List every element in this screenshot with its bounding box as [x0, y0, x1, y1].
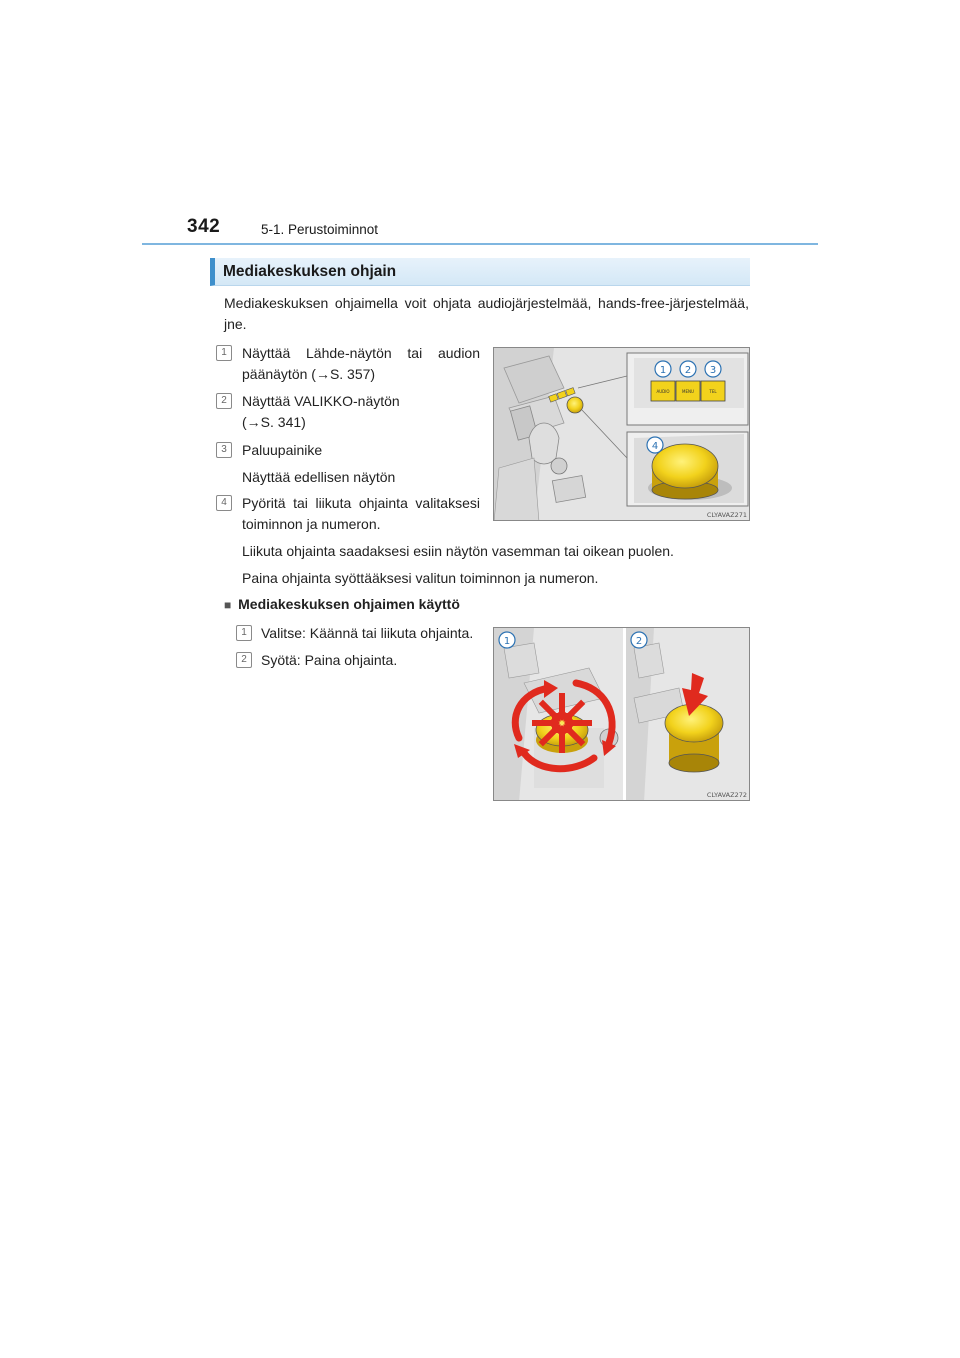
item-4-line-2: toiminnon ja numeron.	[242, 516, 381, 532]
figure2-code: CLYAVAZ272	[706, 791, 747, 799]
step-number-2: 2	[236, 652, 252, 668]
section-heading: Mediakeskuksen ohjain	[223, 263, 397, 280]
item-3-line-1: Paluupainike	[242, 442, 323, 458]
item-number-4: 4	[216, 495, 232, 511]
svg-text:1: 1	[659, 365, 667, 376]
item-4-line-1: Pyöritä tai liikuta ohjainta valitaksesi	[242, 495, 480, 511]
item-4-extra-1: Liikuta ohjainta saadaksesi esiin näytön vasemman tai oikean puolen.	[242, 543, 674, 559]
subheading	[224, 594, 460, 616]
item-1-line-1: Näyttää Lähde-näytön tai audion	[242, 345, 480, 361]
step-number-1: 1	[236, 625, 252, 641]
item-3-line-2: Näyttää edellisen näytön	[242, 469, 396, 485]
callout-select	[499, 632, 515, 648]
list-item	[242, 493, 480, 535]
figure-controller-usage	[493, 627, 750, 801]
item-2-line-1: Näyttää VALIKKO-näytön	[242, 393, 400, 409]
item-number-3: 3	[216, 442, 232, 458]
figure-controller-overview	[493, 347, 750, 521]
svg-text:1: 1	[503, 636, 511, 647]
svg-text:2: 2	[684, 365, 692, 376]
svg-text:4: 4	[651, 441, 659, 452]
figure1-code: CLYAVAZ271	[706, 511, 747, 519]
callout-3	[705, 361, 721, 377]
item-number-1: 1	[216, 345, 232, 361]
svg-text:3: 3	[709, 365, 717, 376]
callout-4	[647, 437, 663, 453]
step-2-text: Syötä: Paina ohjainta.	[261, 652, 398, 668]
usage-illustration	[494, 628, 750, 801]
page-number: 342	[187, 216, 221, 237]
list-item	[242, 440, 480, 488]
button-label-tel: TEL	[709, 389, 717, 394]
callout-2	[680, 361, 696, 377]
intro-paragraph	[224, 293, 749, 335]
item-number-2: 2	[216, 393, 232, 409]
list-item	[242, 343, 480, 385]
square-bullet-icon: ■	[224, 598, 232, 612]
section-title: 5-1. Perustoiminnot	[261, 222, 379, 237]
svg-text:2: 2	[635, 636, 643, 647]
subheading-text: Mediakeskuksen ohjaimen käyttö	[238, 596, 460, 612]
callout-enter	[631, 632, 647, 648]
button-label-audio: AUDIO	[656, 389, 670, 394]
step-1-text: Valitse: Käännä tai liikuta ohjainta.	[261, 625, 474, 641]
callout-1	[655, 361, 671, 377]
intro-line-2: jne.	[224, 316, 247, 332]
item-1-line-2: päänäytön (→S. 357)	[242, 366, 376, 382]
item-2-line-2: (→S. 341)	[242, 414, 306, 430]
button-label-menu: MENU	[682, 389, 694, 394]
intro-line-1: Mediakeskuksen ohjaimella voit ohjata audiojärjestelmää, hands-free-järjestelmää,	[224, 295, 749, 311]
list-item	[242, 391, 480, 433]
console-illustration	[494, 348, 750, 521]
item-4-extra-2: Paina ohjainta syöttääksesi valitun toiminnon ja numeron.	[242, 570, 599, 586]
header-rule	[142, 243, 818, 245]
